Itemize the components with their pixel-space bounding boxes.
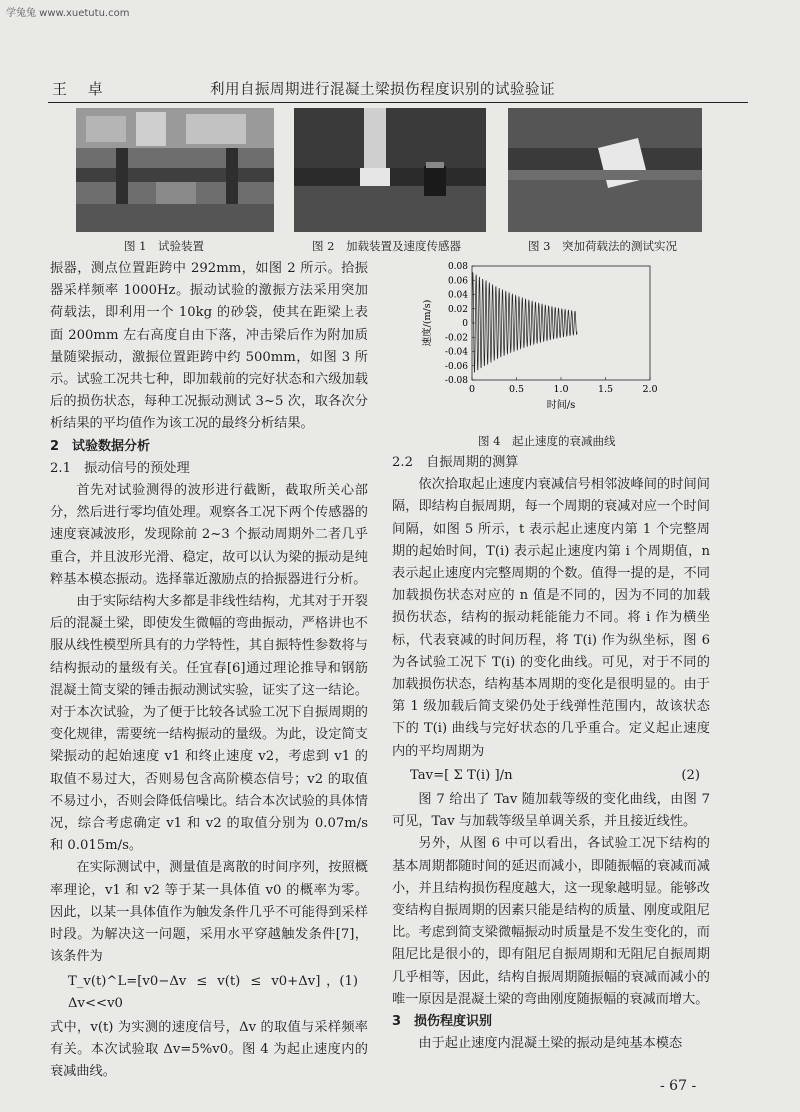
x-tick-label: 1.5 — [597, 384, 614, 395]
section-2-1-heading: 2.1 振动信号的预处理 — [50, 460, 190, 476]
right-paragraph-1: 依次拾取起止速度内衰减信号相邻波峰间的时间间隔，即结构自振周期，每一个周期的衰减对应一个时间间隔，如图 5 所示，t 表示起止速度内第 1 个完整周期的起始时间，T(i) 表示起止速度内第 i 个周期值，n 表示起止速度内完整周期的个数。值得一提的是，不同加载损伤状态对应的 n 值是不同的，因为不同的加载损伤状态，结构的振动耗能能力不同。将 i 作为横坐标，代表衰减的时间历程，将 T(i) 作为纵坐标，图 6 为各试验工况下 T(i) 的变化曲线。可见，对于不同的加载损伤状态，结构基本周期的变化是很明显的。由于第 1 级加载后简支梁仍处于线弹性范围内，故该状态下的 T(i) 曲线与完好状态的几乎重合。定义起止速度内的平均周期为 — [392, 477, 710, 759]
right-paragraph-2: 图 7 给出了 Tav 随加载等级的变化曲线，由图 7 可见，Tav 与加载等级呈单调关系，并且接近线性。 — [392, 792, 710, 830]
velocity-decay-chart — [406, 258, 706, 418]
x-tick-label: 0.5 — [508, 384, 525, 395]
y-tick-label: -0.04 — [444, 347, 468, 358]
left-intro-paragraph: 振器，测点位置距跨中 292mm，如图 2 所示。拾振器采样频率 1000Hz。振动试验的激振方法采用突加荷载法，即利用一个 10kg 的砂袋，使其在距梁上表面 200mm 左右高度自由下落，冲击梁后作为附加质量随梁振动，激振位置距跨中约 500mm，如图 3 所示。试验工况共七种，即加载前的完好状态和六级加载后的损伤状态，每种工况振动测试 3~5 次，取各次分析结果的平均值作为该工况的最终分析结果。 — [50, 261, 368, 432]
y-tick-label: -0.08 — [444, 376, 468, 386]
y-tick-label: 0.04 — [447, 290, 468, 301]
left-column — [50, 258, 368, 1084]
y-tick-label: -0.02 — [444, 333, 468, 344]
section-3-heading: 3 损伤程度识别 — [392, 1014, 493, 1030]
equation-1-number: (1) — [339, 973, 358, 989]
right-column — [392, 452, 710, 1055]
figure-3-photo — [508, 108, 702, 232]
right-paragraph-3: 另外，从图 6 中可以看出，各试验工况下结构的基本周期都随时间的延迟而减小，即随振幅的衰减而减小，并且结构损伤程度越大，这一现象越明显。能够改变结构自振周期的因素只能是结构的质量、刚度或阻尼比。考虑到简支梁微幅振动时质量是不发生变化的，而阻尼比是很小的，即有阻尼自振周期和无阻尼自振周期几乎相等，因此，结构自振周期随振幅的衰减而减小的唯一原因是混凝土梁的弯曲刚度随振幅的衰减而增大。 — [392, 836, 710, 1007]
watermark: 学兔兔 www.xuetutu.com — [6, 8, 130, 19]
y-tick-label: 0.06 — [447, 276, 468, 287]
figure-2-photo — [294, 108, 486, 232]
y-tick-label: 0.08 — [447, 262, 468, 272]
left-paragraph-2: 由于实际结构大多都是非线性结构，尤其对于开裂后的混凝土梁，即使发生微幅的弯曲振动，严格讲也不服从线性模型所具有的力学特性，其自振特性参数将与结构振动的量级有关。任宜春[6]通过理论推导和钢筋混凝土简支梁的锤击振动测试实验，证实了这一结论。对于本次试验，为了便于比较各试验工况下自振周期的变化规律，需要统一结构振动的量级。为此，设定简支梁振动的起始速度 v1 和终止速度 v2，考虑到 v1 的取值不易过大，否则易包含高阶模态信号；v2 的取值不易过小，否则会降低信噪比。结合本次试验的具体情况，综合考虑确定 v1 和 v2 的取值分别为 0.07m/s 和 0.015m/s。 — [50, 594, 368, 854]
header-rule — [48, 102, 748, 103]
equation-2-number: (2) — [681, 767, 700, 783]
equation-2-body: Tav=[ Σ T(i) ]/n — [410, 767, 513, 783]
equation-1 — [50, 971, 368, 1015]
x-axis-label: 时间/s — [546, 400, 576, 411]
left-paragraph-1: 首先对试验测得的波形进行截断，截取所关心部分，然后进行零均值处理。观察各工况下两个传感器的速度衰减波形，发现除前 2~3 个振动周期外二者几乎重合，并且波形光滑、稳定，故可以认为梁的振动是纯粹基本模态振动。选择靠近激励点的拾振器进行分析。 — [50, 483, 368, 587]
section-2-heading: 2 试验数据分析 — [50, 438, 151, 454]
figure-4-caption: 图 4 起止速度的衰减曲线 — [478, 434, 616, 448]
figure-2-caption: 图 2 加载装置及速度传感器 — [312, 239, 461, 253]
y-tick-label: 0 — [462, 319, 468, 329]
y-axis-label: 速度/(m/s) — [422, 299, 433, 347]
right-paragraph-4: 由于起止速度内混凝土梁的振动是纯基本模态 — [418, 1036, 683, 1052]
equation-2 — [392, 765, 710, 787]
figure-4-chart — [406, 258, 706, 418]
figure-1-caption: 图 1 试验装置 — [124, 239, 204, 253]
section-2-2-heading: 2.2 自振周期的测算 — [392, 455, 519, 470]
decay-curve-series — [472, 272, 577, 372]
y-tick-label: 0.02 — [447, 304, 468, 315]
header-title: 利用自振周期进行混凝土梁损伤程度识别的试验验证 — [210, 82, 555, 98]
header-author: 王 卓 — [52, 80, 111, 98]
figure-1-photo — [76, 108, 274, 232]
page-number: - 67 - — [660, 1078, 697, 1094]
y-tick-label: -0.06 — [444, 361, 468, 372]
x-tick-label: 2.0 — [642, 384, 658, 395]
left-paragraph-3: 在实际测试中，测量值是离散的时间序列，按照概率理论，v1 和 v2 等于某一具体值 v0 的概率为零。因此，以某一具体值作为触发条件几乎不可能得到采样时段。为解决这一问题，采用水平穿越触发条件[7]，该条件为 — [50, 860, 368, 965]
equation-1-body: T_v(t)^L=[v0−Δv ≤ v(t) ≤ v0+Δv]，Δv<<v0 — [68, 973, 340, 1011]
figure-3-caption: 图 3 突加荷载法的测试实况 — [528, 239, 677, 253]
left-paragraph-4: 式中，v(t) 为实测的速度信号，Δv 的取值与采样频率有关。本次试验取 Δv=5%v0。图 4 为起止速度内的衰减曲线。 — [50, 1019, 368, 1080]
x-tick-label: 0 — [468, 384, 476, 395]
x-tick-label: 1.0 — [553, 384, 569, 395]
